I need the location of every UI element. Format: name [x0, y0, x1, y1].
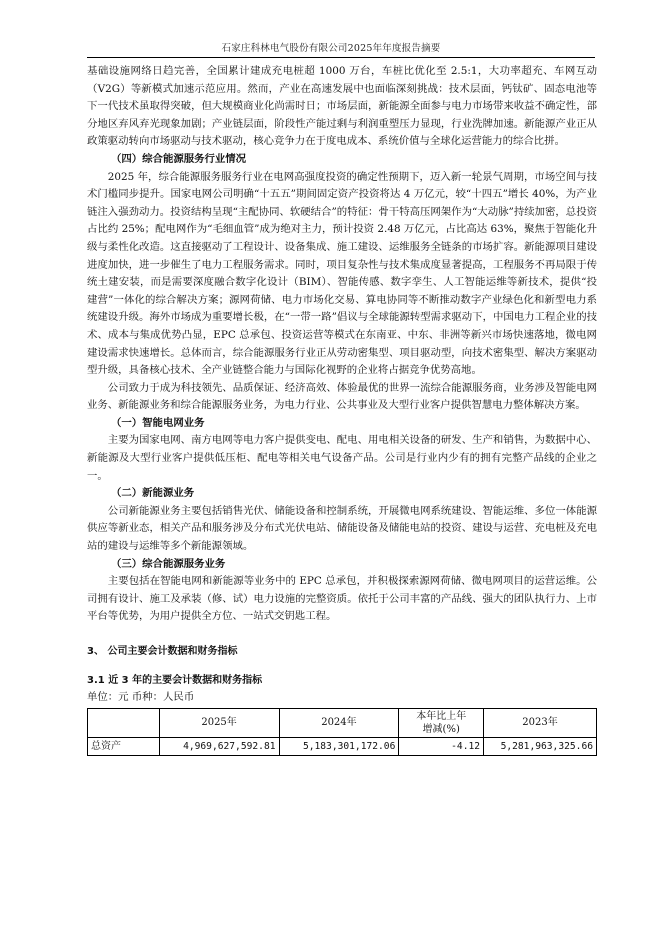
page-header: 石家庄科林电气股份有限公司2025年年度报告摘要 [221, 43, 441, 54]
paragraph-one: 主要为国家电网、南方电网等电力客户提供变电、配电、用电相关设备的研发、生产和销售，为数据中心、新能源及大型行业客户提供低压柜、配电等相关电气设备产品。公司是行业内少有的拥有完整产品线的企业之一。 [87, 434, 597, 482]
table-cell: 总资产 [88, 737, 160, 755]
section-heading-four: （四）综合能源服务行业情况 [111, 152, 247, 165]
intro-paragraph: 基础设施网络日趋完善，全国累计建成充电桩超 1000 万台，车桩比优化至 2.5:1，大功率超充、车网互动（V2G）等新模式加速示范应用。然而，产业在高速发展中也面临深刻挑战：技术层面，钙钛矿、固态电池等下一代技术虽取得突破，但大规模商业化尚需时日；市场层面，新能源全面参与电力市场带来收益不确定性，部分地区弃风弃光现象加剧；产业链层面，阶段性产能过剩与利润重塑压力显现，行业洗牌加速。新能源产业正从政策驱动转向市场驱动与技术驱动，核心竞争力在于度电成本、系统价值与全球化运营能力的综合比拼。 [87, 65, 597, 148]
section3-title: 3、 公司主要会计数据和财务指标 [87, 646, 238, 657]
section-heading-two: （二）新能源业务 [111, 487, 195, 500]
table-cell: 4,969,627,592.81 [159, 737, 279, 755]
section-heading-one: （一）智能电网业务 [111, 416, 205, 429]
section3-subtitle: 3.1 近 3 年的主要会计数据和财务指标 [87, 674, 263, 686]
table-header-row [88, 708, 597, 737]
table-cell: 5,281,963,325.66 [484, 737, 597, 755]
section-heading-three: （三）综合能源服务业务 [111, 557, 226, 570]
paragraph-four-1: 2025 年，综合能源服务服务行业在电网高强度投资的确定性预期下，迈入新一轮景气周期，市场空间与技术门槛同步提升。国家电网公司明确“十五五”期间固定资产投资将达 4 万亿元，较“十四五”增长 40%，为产业链注入强劲动力。投资结构呈现“主配协同、软硬结合”的特征：骨干特高压网架作为“大动脉”持续加密，总投资占比约 25%；配电网作为“毛细血管”成为绝对主力，预计投资 2.48 万亿元，占比高达 63%，聚焦于智能化升级与柔性化改造。这直接驱动了工程设计、设备集成、施工建设、运维服务全链条的市场扩容。新能源项目建设进度加快，进一步催生了电力工程服务需求。同时，项目复杂性与技术集成度显著提高，工程服务不再局限于传统土建安装，而是需要深度融合数字化设计（BIM）、智能传感、数字孪生、人工智能运维等新技术，提供“投建营”一体化的综合解决方案；源网荷储、电力市场化交易、算电协同等不断推动数字产业绿色化和新型电力系统建设升级。海外市场成为重要增长极，在“一带一路”倡议与全球能源转型需求驱动下，中国电力工程企业的技术、成本与集成优势凸显，EPC 总承包、投资运营等模式在东南亚、中东、非洲等新兴市场快速落地，微电网建设需求快速增长。总体而言，综合能源服务行业正从劳动密集型、项目驱动型，向技术密集型、解决方案驱动型升级，具备核心技术、全产业链整合能力与国际化视野的企业将占据竞争优势高地。 [87, 170, 597, 377]
paragraph-two: 公司新能源业务主要包括销售光伏、储能设备和控制系统，开展微电网系统建设、智能运维、多位一体能源供应等新业态，相关产品和服务涉及分布式光伏电站、储能设备及储能电站的投资、建设与运营、充电桩及充电站的建设与运维等多个新能源领域。 [87, 504, 597, 553]
table-header-cell: 2023年 [484, 708, 597, 737]
paragraph-four-2: 公司致力于成为科技领先、品质保证、经济高效、体验最优的世界一流综合能源服务商，业务涉及智能电网业务、新能源业务和综合能源服务业务，为电力行业、公共事业及大型行业客户提供智慧电力整体解决方案。 [87, 381, 597, 412]
table-row [88, 737, 597, 755]
table-header-cell: 本年比上年 增减(%) [399, 708, 484, 737]
table-cell: 5,183,301,172.06 [279, 737, 399, 755]
table-header-cell [88, 708, 160, 737]
table-header-cell: 2025年 [159, 708, 279, 737]
report-body [87, 63, 597, 756]
header-rule [87, 57, 595, 58]
financial-table [87, 708, 597, 756]
table-header-cell: 2024年 [279, 708, 399, 737]
table-cell: -4.12 [399, 737, 484, 755]
paragraph-three: 主要包括在智能电网和新能源等业务中的 EPC 总承包，并积极探索源网荷储、微电网项目的运营运维。公司拥有设计、施工及承装（修、试）电力设施的完整资质。依托于公司丰富的产品线、强大的团队执行力、上市平台等优势，为用户提供全方位、一站式交钥匙工程。 [87, 575, 597, 623]
currency-unit: 单位：元 币种：人民币 [87, 691, 195, 704]
